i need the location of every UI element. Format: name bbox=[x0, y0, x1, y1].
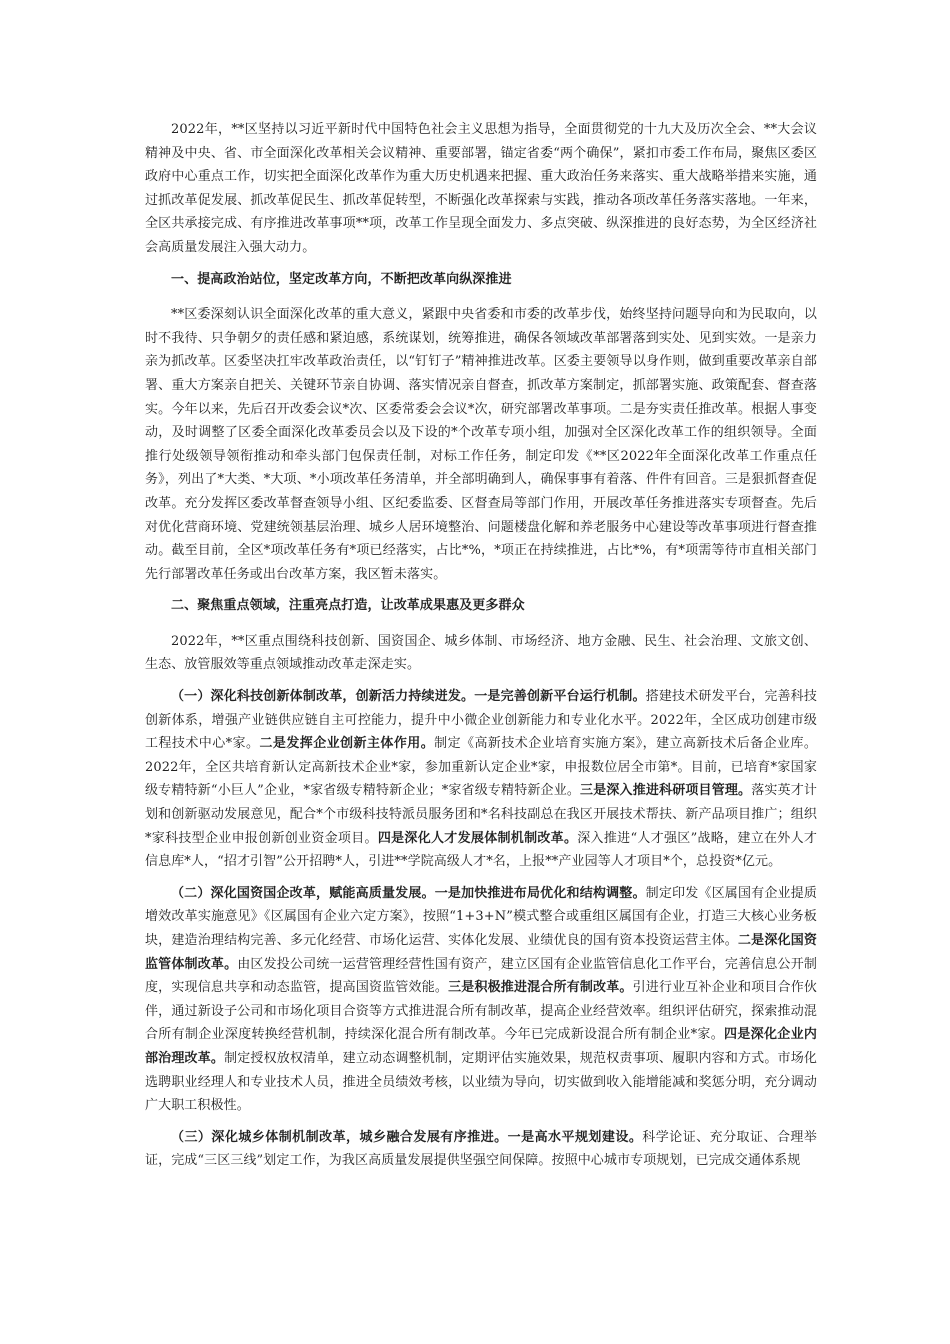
subsection-1-lead: （一）深化科技创新体制改革，创新活力持续迸发。 bbox=[171, 689, 475, 705]
subsection-1-point-4-title: 四是深化人才发展体制机制改革。 bbox=[377, 830, 578, 846]
subsection-3-paragraph bbox=[145, 1126, 817, 1173]
subsection-2-lead: （二）深化国资国企改革，赋能高质量发展。 bbox=[171, 885, 435, 901]
subsection-1-point-3-text: 落实英才计划和创新驱动发展意见，配合*个市级科技特派员服务团和*名科技副总在我区开展技术帮扶、新产品项目推广；组织*家科技型企业申报创新创业资金项目。 bbox=[145, 783, 817, 846]
subsection-2-point-4-text: 制定授权放权清单，建立动态调整机制，定期评估实施效果，规范权责事项、履职内容和方式。市场化选聘职业经理人和专业技术人员，推进全员绩效考核，以业绩为导向，切实做到收入能增能减和奖惩分明，充分调动广大职工积极性。 bbox=[145, 1050, 817, 1114]
subsection-1-point-1-text: 搭建技术研发平台，完善科技创新体系，增强产业链供应链自主可控能力，提升中小微企业创新能力和专业化水平。2022年，全区成功创建市级工程技术中心*家。 bbox=[145, 689, 817, 752]
subsection-2-point-2-text: 由区发投公司统一运营管理经营性国有资产，建立区国有企业监管信息化工作平台，完善信息公开制度，实现信息共享和动态监管，提高国资监管效能。 bbox=[145, 956, 817, 996]
subsection-2-point-1-text: 制定印发《区属国有企业提质增效改革实施意见》《区属国有企业六定方案》，按照“1+3+N”模式整合或重组区属国有企业，打造三大核心业务板块，建造治理结构完善、多元化经营、市场化运营、实体化发展、业绩优良的国有资本投资运营主体。 bbox=[145, 885, 817, 948]
subsection-3-point-1-text: 科学论证、充分取证、合理举证，完成“三区三线”划定工作，为我区高质量发展提供坚强空间保障。按照中心城市专项规划，已完成交通体系规 bbox=[145, 1129, 817, 1169]
subsection-2-point-1-title: 一是加快推进布局优化和结构调整。 bbox=[434, 885, 646, 901]
intro-paragraph: 2022年，**区坚持以习近平新时代中国特色社会主义思想为指导，全面贯彻党的十九大及历次全会、**大会议精神及中央、省、市全面深化改革相关会议精神、重要部署，锚定省委“两个确保”，紧扣市委工作布局，聚焦区委区政府中心重点工作，切实把全面深化改革作为重大历史机遇来把握、重大政治任务来落实、重大战略举措来实施，通过抓改革促发展、抓改革促民生、抓改革促转型，不断强化改革探索与实践，推动各项改革任务落实落地。一年来，全区共承接完成、有序推进改革事项**项，改革工作呈现全面发力、多点突破、纵深推进的良好态势，为全区经济社会高质量发展注入强大动力。 bbox=[145, 122, 817, 255]
subsection-3-point-1-title: 一是高水平规划建设。 bbox=[507, 1129, 643, 1145]
subsection-3-lead: （三）深化城乡体制机制改革，城乡融合发展有序推进。 bbox=[171, 1129, 508, 1145]
subsection-1-point-2-title: 二是发挥企业创新主体作用。 bbox=[259, 736, 435, 752]
section-1-paragraph: **区委深刻认识全面深化改革的重大意义，紧跟中央省委和市委的改革步伐，始终坚持问题导向和为民取向，以时不我待、只争朝夕的责任感和紧迫感，系统谋划，统筹推进，确保各领域改革部署落到实处、见到实效。一是亲力亲为抓改革。区委坚决扛牢改革政治责任，以“钉钉子”精神推进改革。区委主要领导以身作则，做到重要改革亲自部署、重大方案亲自把关、关键环节亲自协调、落实情况亲自督查，抓改革方案制定，抓部署实施、政策配套、督查落实。今年以来，先后召开改委会议*次、区委常委会会议*次，研究部署改革事项。二是夯实责任推改革。根据人事变动，及时调整了区委全面深化改革委员会以及下设的*个改革专项小组，加强对全区深化改革工作的组织领导。全面推行处级领导领衔推动和牵头部门包保责任制，对标工作任务，制定印发《**区2022年全面深化改革工作重点任务》，列出了*大类、*大项、*小项改革任务清单，并全部明确到人，确保事事有着落、件件有回音。三是狠抓督查促改革。充分发挥区委改革督查领导小组、区纪委监委、区督查局等部门作用，开展改革任务推进落实专项督查。先后对优化营商环境、党建统领基层治理、城乡人居环境整治、问题楼盘化解和养老服务中心建设等改革事项进行督查推动。截至目前，全区*项改革任务有*项已经落实，占比*%，*项正在持续推进，占比*%，有*项需等待市直相关部门先行部署改革任务或出台改革方案，我区暂未落实。 bbox=[145, 307, 817, 582]
subsection-1-point-4-text: 深入推进“人才强区”战略，建立在外人才信息库*人，“招才引智”公开招聘*人，引进**学院高级人才*名，上报**产业园等人才项目*个，总投资*亿元。 bbox=[145, 830, 817, 870]
section-1-heading: 一、提高政治站位，坚定改革方向，不断把改革向纵深推进 bbox=[171, 271, 512, 287]
subsection-2-point-3-title: 三是积极推进混合所有制改革。 bbox=[448, 980, 633, 996]
section-2-heading: 二、聚焦重点领域，注重亮点打造，让改革成果惠及更多群众 bbox=[171, 598, 525, 614]
subsection-1-paragraph bbox=[145, 685, 817, 874]
subsection-2-point-3-text: 引进行业互补企业和项目合作伙伴，通过新设子公司和市场化项目合资等方式推进混合所有制改革，提高企业经营效率。组织评估研究，探索推动混合所有制企业深度转换经营机制，持续深化混合所有制改革。今年已完成新设混合所有制企业*家。 bbox=[145, 980, 818, 1043]
section-2-intro-paragraph: 2022年，**区重点围绕科技创新、国资国企、城乡体制、市场经济、地方金融、民生、社会治理、文旅文创、生态、放管服效等重点领域推动改革走深走实。 bbox=[145, 633, 817, 673]
subsection-1-point-3-title: 三是深入推进科研项目管理。 bbox=[580, 783, 752, 799]
subsection-2-point-4-title: 四是深化企业内部治理改革。 bbox=[145, 1027, 817, 1066]
subsection-1-point-1-title: 一是完善创新平台运行机制。 bbox=[474, 689, 646, 705]
subsection-2-paragraph bbox=[145, 882, 817, 1118]
subsection-1-point-2-text: 制定《高新技术企业培育实施方案》，建立高新技术后备企业库。2022年，全区共培育新认定高新技术企业*家，参加重新认定企业*家，申报数位居全市第*。目前，已培育*家国家级专精特新“小巨人”企业，*家省级专精特新企业；*家省级专精特新企业。 bbox=[145, 736, 817, 799]
subsection-2-point-2-title: 二是深化国资监管体制改革。 bbox=[145, 933, 817, 972]
document-body bbox=[145, 118, 817, 1181]
